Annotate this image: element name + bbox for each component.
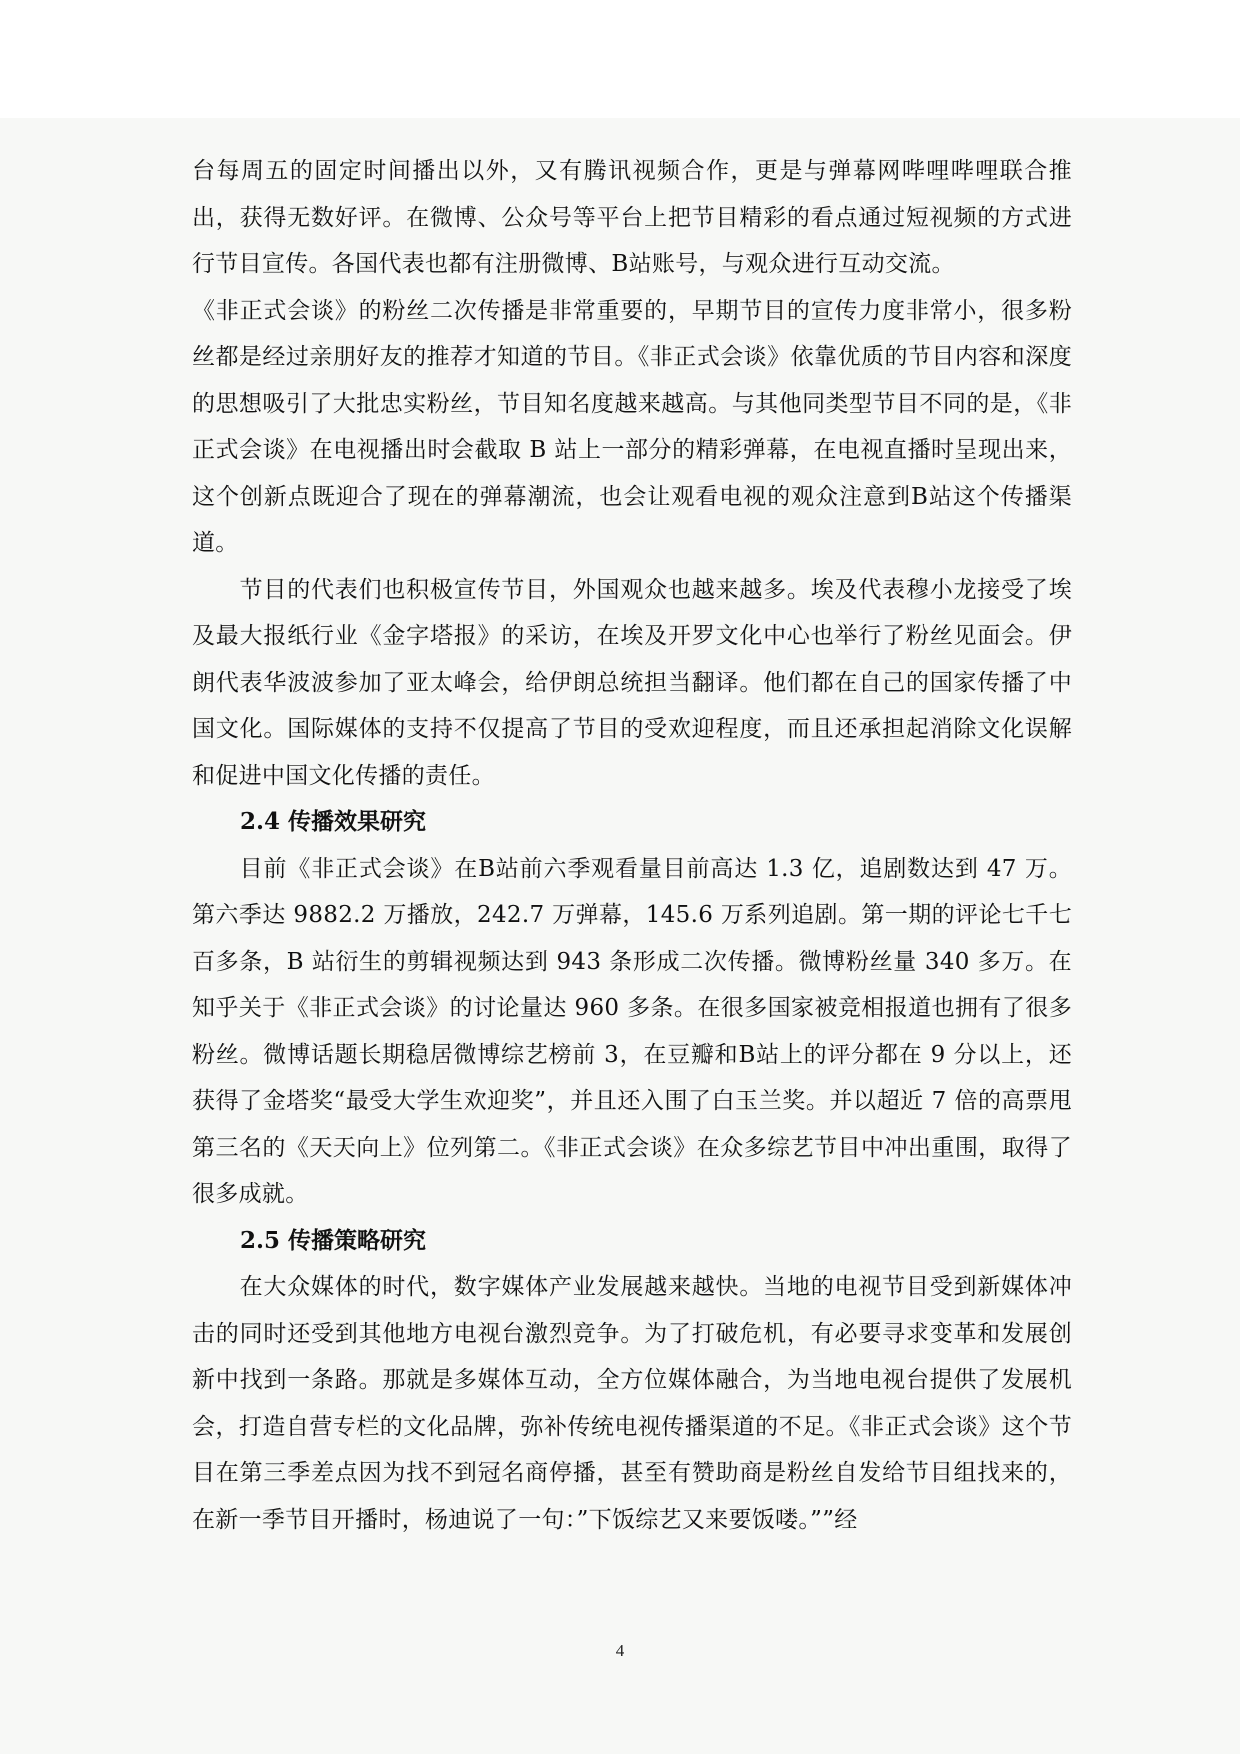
paragraph: 在大众媒体的时代，数字媒体产业发展越来越快。当地的电视节目受到新媒体冲击的同时还受到其他地方电视台激烈竞争。为了打破危机，有必要寻求变革和发展创新中找到一条路。那就是多媒体互动，全方位媒体融合，为当地电视台提供了发展机会，打造自营专栏的文化品牌，弥补传统电视传播渠道的不足。《非正式会谈》这个节目在第三季差点因为找不到冠名商停播，甚至有赞助商是粉丝自发给节目组找来的，在新一季节目开播时，杨迪说了一句：”下饭综艺又来要饭喽。””经 bbox=[192, 1274, 1072, 1533]
paragraph: 台每周五的固定时间播出以外，又有腾讯视频合作，更是与弹幕网哔哩哔哩联合推出，获得无数好评。在微博、公众号等平台上把节目精彩的看点通过短视频的方式进行节目宣传。各国代表也都有注册微博、B站账号，与观众进行互动交流。 bbox=[192, 158, 1072, 277]
paragraph: 目前《非正式会谈》在B站前六季观看量目前高达 1.3 亿，追剧数达到 47 万。第六季达 9882.2 万播放，242.7 万弹幕，145.6 万系列追剧。第一期的评论七千七百多条，B 站衍生的剪辑视频达到 943 条形成二次传播。微博粉丝量 340 多万。在知乎关于《非正式会谈》的讨论量达 960 多条。在很多国家被竞相报道也拥有了很多粉丝。微博话题长期稳居微博综艺榜前 3，在豆瓣和B站上的评分都在 9 分以上，还获得了金塔奖“最受大学生欢迎奖”，并且还入围了白玉兰奖。并以超近 7 倍的高票甩第三名的《天天向上》位列第二。《非正式会谈》在众多综艺节目中冲出重围，取得了很多成就。 bbox=[192, 855, 1072, 1207]
paragraph: 《非正式会谈》的粉丝二次传播是非常重要的，早期节目的宣传力度非常小，很多粉丝都是经过亲朋好友的推荐才知道的节目。《非正式会谈》依靠优质的节目内容和深度的思想吸引了大批忠实粉丝，节目知名度越来越高。与其他同类型节目不同的是，《非正式会谈》在电视播出时会截取 B 站上一部分的精彩弹幕，在电视直播时呈现出来，这个创新点既迎合了现在的弹幕潮流，也会让观看电视的观众注意到B站这个传播渠道。 bbox=[192, 297, 1072, 556]
section-heading: 2.4 传播效果研究 bbox=[240, 808, 427, 835]
paragraph: 节目的代表们也积极宣传节目，外国观众也越来越多。埃及代表穆小龙接受了埃及最大报纸行业《金字塔报》的采访，在埃及开罗文化中心也举行了粉丝见面会。伊朗代表华波波参加了亚太峰会，给伊朗总统担当翻译。他们都在自己的国家传播了中国文化。国际媒体的支持不仅提高了节目的受欢迎程度，而且还承担起消除文化误解和促进中国文化传播的责任。 bbox=[192, 576, 1072, 789]
document-body bbox=[192, 148, 1072, 1543]
section-heading: 2.5 传播策略研究 bbox=[240, 1226, 427, 1254]
page-number: 4 bbox=[615, 1641, 625, 1660]
